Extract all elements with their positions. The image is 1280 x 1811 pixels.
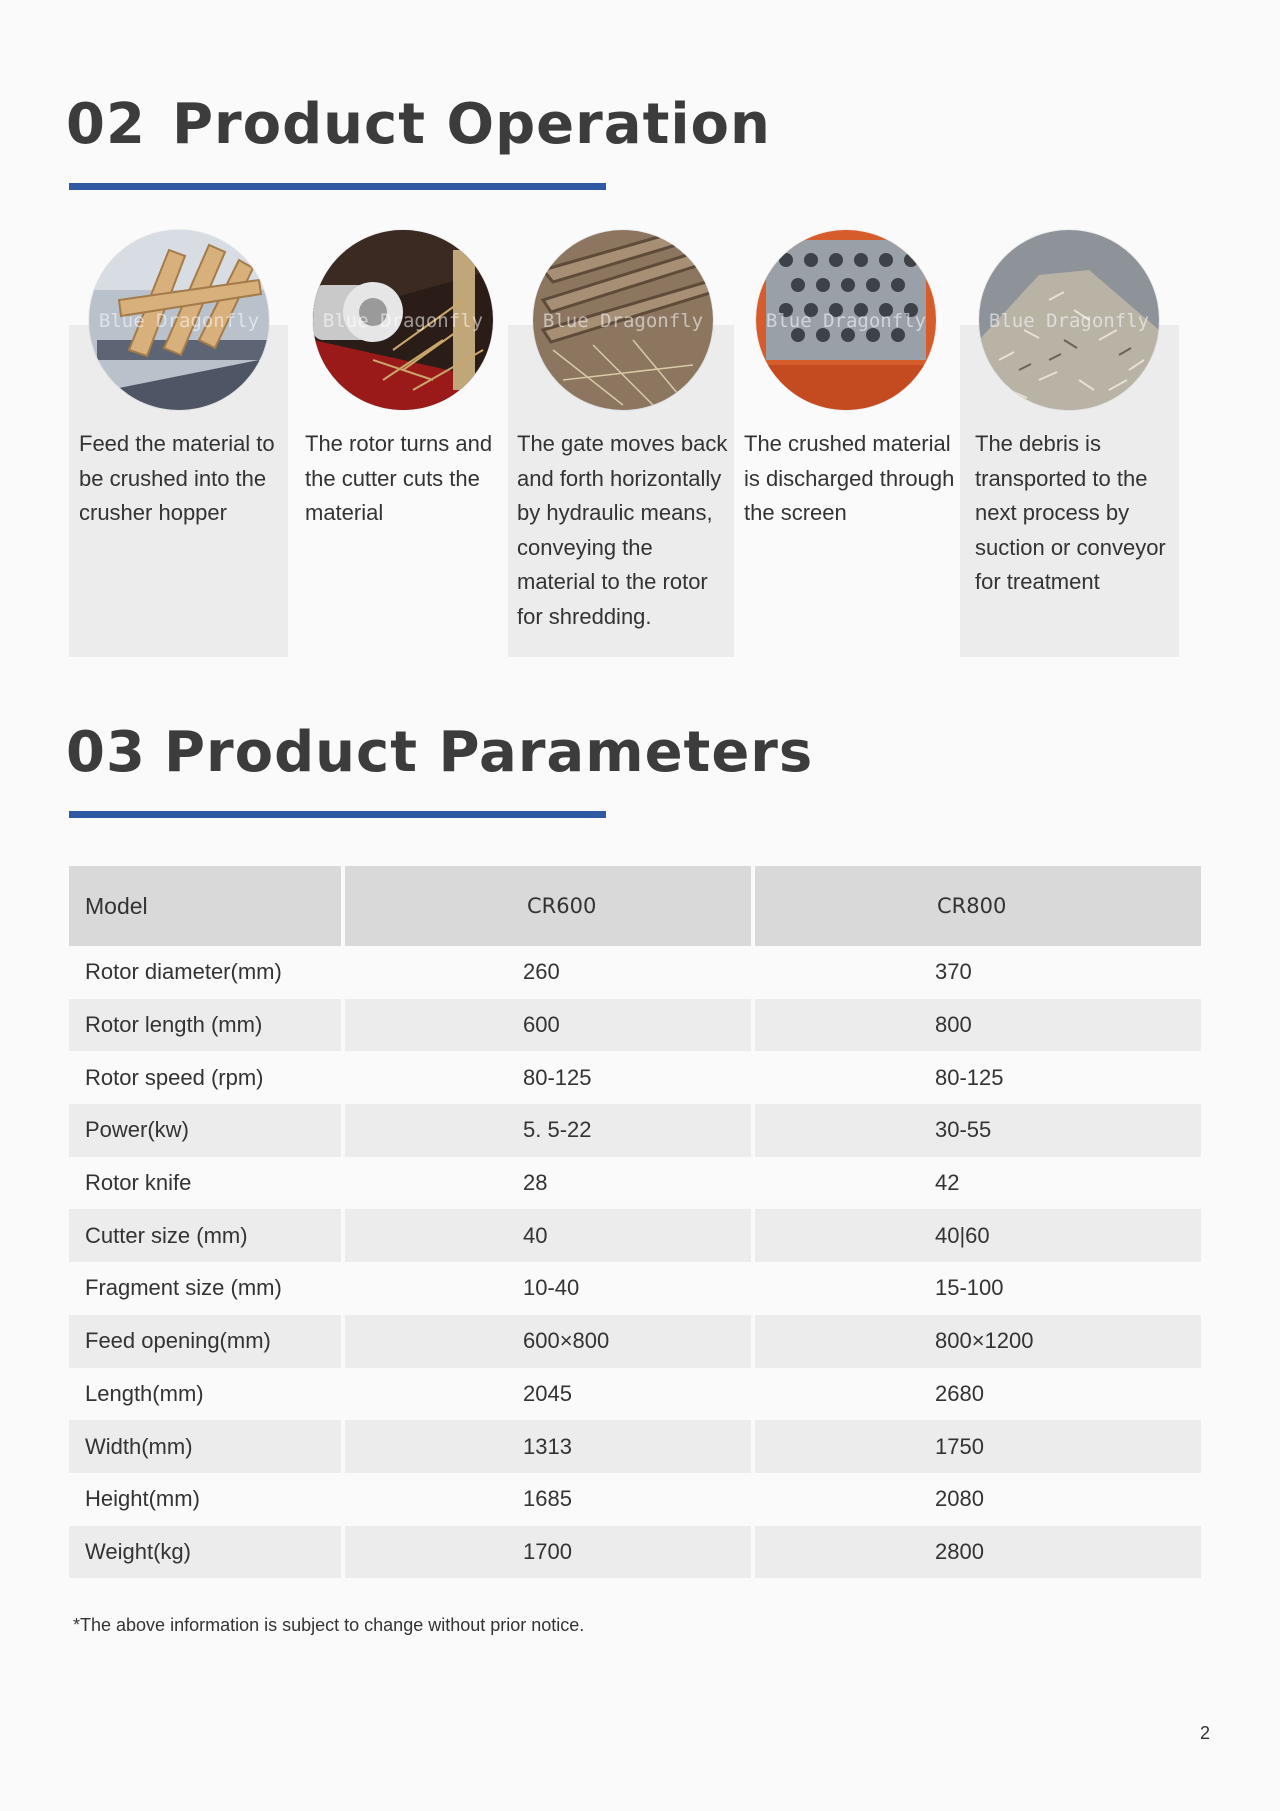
row-value-cr600 bbox=[345, 1315, 751, 1368]
header-label: Model bbox=[69, 866, 341, 946]
table-row bbox=[69, 1368, 1201, 1421]
title-underline bbox=[69, 811, 606, 818]
row-value-cr800 bbox=[755, 1104, 1201, 1157]
row-label: Length(mm) bbox=[85, 1380, 204, 1406]
table-row bbox=[69, 1262, 1201, 1315]
table-row bbox=[69, 946, 1201, 999]
step-text-3: The gate moves back and forth horizontally by hydraulic means, conveying the material to the rotor for shredding. bbox=[517, 431, 728, 629]
row-value-cr600 bbox=[345, 1262, 751, 1315]
table-row bbox=[69, 1157, 1201, 1210]
row-value-cr800-text: 800 bbox=[935, 1012, 972, 1038]
row-label: Feed opening(mm) bbox=[69, 1315, 341, 1368]
title-underline bbox=[69, 183, 606, 190]
step-text-1: Feed the material to be crushed into the crusher hopper bbox=[79, 431, 275, 525]
watermark: Blue Dragonfly bbox=[765, 310, 927, 332]
step-text-2: The rotor turns and the cutter cuts the material bbox=[305, 431, 493, 525]
table-row bbox=[69, 1420, 1201, 1473]
disclaimer-note: *The above information is subject to change without prior notice. bbox=[73, 1615, 585, 1635]
row-value-cr600 bbox=[345, 999, 751, 1052]
row-label: Rotor speed (rpm) bbox=[85, 1064, 264, 1090]
row-value-cr600 bbox=[345, 1104, 751, 1157]
watermark: Blue Dragonfly bbox=[322, 310, 484, 332]
row-value-cr800-text: 30-55 bbox=[935, 1117, 992, 1143]
row-value-cr600-text: 1700 bbox=[523, 1538, 572, 1564]
row-value-cr800-text: 40|60 bbox=[935, 1222, 990, 1248]
page-number: 2 bbox=[1200, 1723, 1211, 1743]
table-row bbox=[69, 1209, 1201, 1262]
section-title-text: Product Operation bbox=[171, 92, 771, 157]
row-value-cr800 bbox=[755, 1420, 1201, 1473]
step-text-4: The crushed material is discharged through the screen bbox=[744, 431, 955, 525]
table-row bbox=[69, 1526, 1201, 1579]
row-value-cr600-text: 80-125 bbox=[523, 1064, 592, 1090]
header-model-cr800: CR800 bbox=[755, 866, 1201, 946]
row-value-cr600 bbox=[345, 1368, 751, 1421]
table-row bbox=[69, 1051, 1201, 1104]
row-value-cr600 bbox=[345, 1051, 751, 1104]
row-value-cr600-text: 260 bbox=[523, 959, 560, 985]
watermark: Blue Dragonfly bbox=[542, 310, 704, 332]
header-model-cr600: CR600 bbox=[345, 866, 751, 946]
row-value-cr800 bbox=[755, 1051, 1201, 1104]
row-value-cr600 bbox=[345, 1526, 751, 1579]
step-photo-wooden-pallet bbox=[89, 230, 269, 410]
row-value-cr800-text: 15-100 bbox=[935, 1275, 1004, 1301]
section-number: 02 bbox=[66, 92, 146, 157]
table-row bbox=[69, 1473, 1201, 1526]
section-number: 03 bbox=[66, 720, 146, 785]
step-photo-rotor-cutter bbox=[313, 230, 493, 410]
table-header-row bbox=[69, 866, 1201, 946]
row-value-cr600-text: 28 bbox=[523, 1170, 548, 1196]
row-value-cr800-text: 370 bbox=[935, 959, 972, 985]
row-value-cr800-text: 80-125 bbox=[935, 1064, 1004, 1090]
row-label: Power(kw) bbox=[69, 1104, 341, 1157]
row-value-cr600-text: 10-40 bbox=[523, 1275, 580, 1301]
row-value-cr800-text: 2800 bbox=[935, 1538, 984, 1564]
row-value-cr600-text: 600×800 bbox=[523, 1328, 610, 1354]
row-label: Rotor length (mm) bbox=[69, 999, 341, 1052]
row-value-cr600-text: 5. 5-22 bbox=[523, 1117, 592, 1143]
row-value-cr800 bbox=[755, 1473, 1201, 1526]
row-value-cr800-text: 2080 bbox=[935, 1486, 984, 1512]
row-value-cr600-text: 1685 bbox=[523, 1486, 572, 1512]
row-label: Rotor knife bbox=[85, 1170, 192, 1196]
row-value-cr600-text: 600 bbox=[523, 1012, 560, 1038]
parameters-table bbox=[65, 866, 1205, 1578]
row-label: Height(mm) bbox=[85, 1486, 200, 1512]
row-label: Fragment size (mm) bbox=[85, 1275, 282, 1301]
watermark: Blue Dragonfly bbox=[98, 310, 260, 332]
row-value-cr600 bbox=[345, 1157, 751, 1210]
table-row bbox=[69, 1104, 1201, 1157]
row-value-cr600-text: 2045 bbox=[523, 1380, 572, 1406]
row-label: Weight(kg) bbox=[69, 1526, 341, 1579]
step-photo-wood-chips bbox=[979, 230, 1159, 410]
row-value-cr800 bbox=[755, 946, 1201, 999]
step-photo-hydraulic-gate bbox=[533, 230, 713, 410]
row-value-cr800 bbox=[755, 1157, 1201, 1210]
row-value-cr600 bbox=[345, 1473, 751, 1526]
row-value-cr600 bbox=[345, 1420, 751, 1473]
watermark: Blue Dragonfly bbox=[988, 310, 1150, 332]
table-row bbox=[69, 999, 1201, 1052]
row-label: Width(mm) bbox=[69, 1420, 341, 1473]
section-title-product-operation bbox=[66, 92, 771, 157]
row-value-cr600 bbox=[345, 946, 751, 999]
row-value-cr800 bbox=[755, 1209, 1201, 1262]
row-value-cr800 bbox=[755, 1526, 1201, 1579]
step-text-5: The debris is transported to the next process by suction or conveyor for treatment bbox=[975, 431, 1166, 594]
row-value-cr800 bbox=[755, 1368, 1201, 1421]
row-label: Cutter size (mm) bbox=[69, 1209, 341, 1262]
row-value-cr800 bbox=[755, 999, 1201, 1052]
section-title-product-parameters bbox=[66, 720, 813, 785]
row-value-cr800-text: 800×1200 bbox=[935, 1328, 1034, 1354]
row-value-cr800 bbox=[755, 1262, 1201, 1315]
section-title-text: Product Parameters bbox=[163, 720, 814, 785]
row-value-cr600-text: 40 bbox=[523, 1222, 548, 1248]
row-value-cr800-text: 42 bbox=[935, 1170, 960, 1196]
row-label: Rotor diameter(mm) bbox=[85, 959, 282, 985]
row-value-cr800-text: 1750 bbox=[935, 1433, 984, 1459]
row-value-cr800-text: 2680 bbox=[935, 1380, 984, 1406]
step-photo-perforated-screen bbox=[756, 230, 936, 410]
row-value-cr600-text: 1313 bbox=[523, 1433, 572, 1459]
row-value-cr600 bbox=[345, 1209, 751, 1262]
table-row bbox=[69, 1315, 1201, 1368]
row-value-cr800 bbox=[755, 1315, 1201, 1368]
